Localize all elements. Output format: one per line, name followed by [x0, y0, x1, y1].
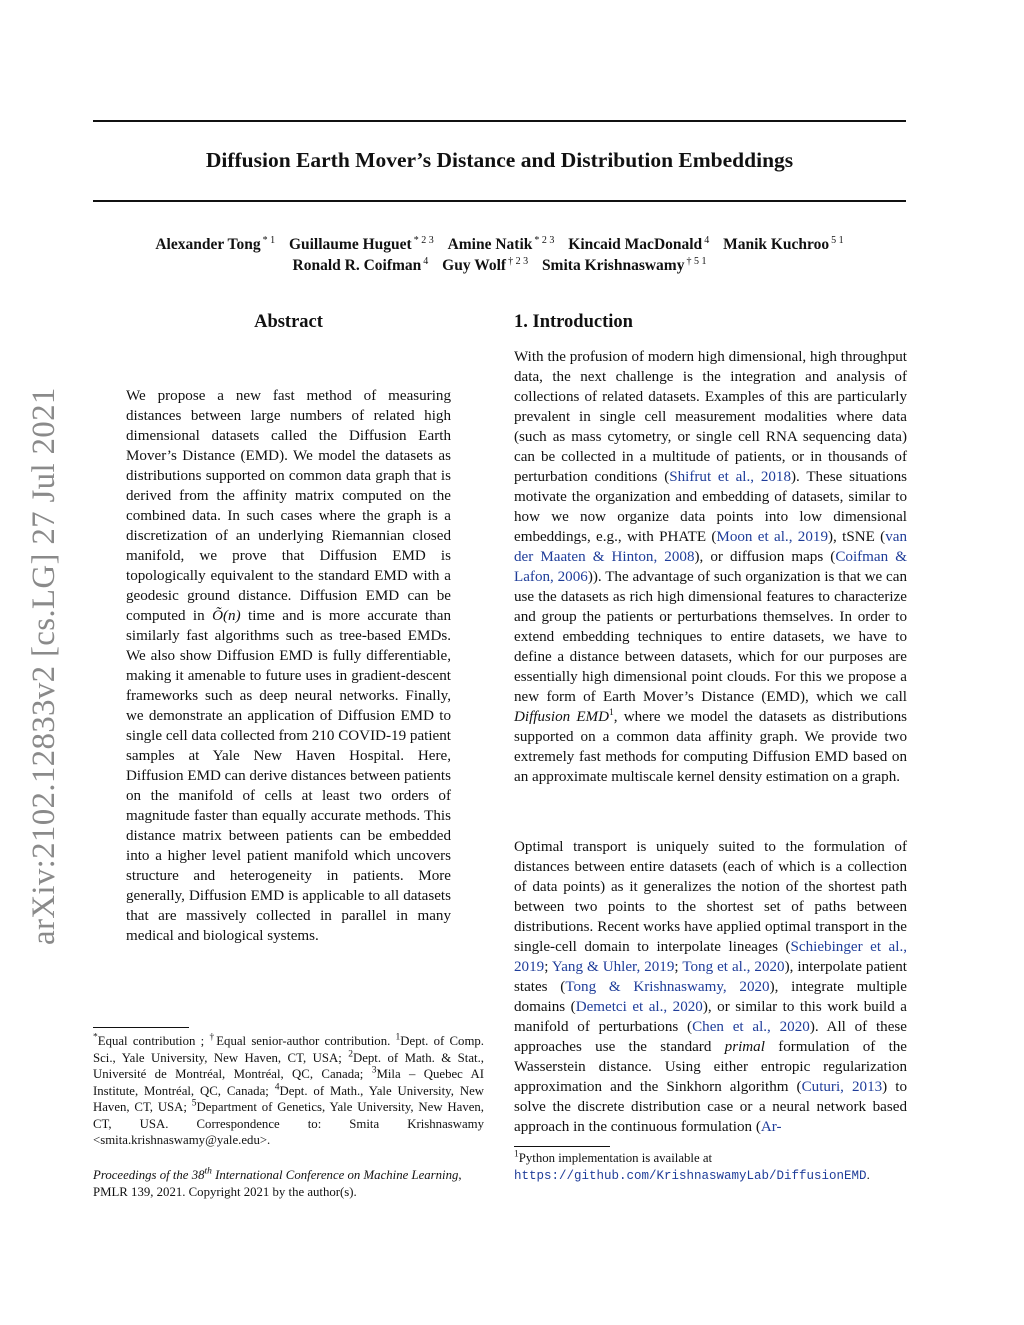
author-list-line-1: [93, 236, 906, 254]
citation-link[interactable]: Coifman & Lafon, 2006: [514, 549, 907, 585]
code-availability-footnote: $^1$Python implementation is available at https://github.com/KrishnaswamyLab/DiffusionEMD.: [514, 1149, 870, 1183]
affiliations-footnote: *Equal contribution ; †Equal senior-author contribution. $^1$Dept. of Comp. Sci., Yale University, New Haven, CT, USA; $^2$Dept. of Math. & Stat., Université de Montréal, Montréal, QC, Canada; $^3$Mila – Quebec AI Institute, Montréal, QC, Canada; $^4$Dept. of Math., Yale University, New Haven, CT, USA; $^5$Department of Genetics, Yale University, New Haven, CT, USA. Correspondence to: Smita Krishnaswamy <smita.krishnaswamy@yale.edu>.: [93, 1032, 485, 1147]
abstract-heading: Abstract: [254, 312, 323, 332]
citation-link[interactable]: van der Maaten & Hinton, 2008: [514, 529, 907, 565]
proceedings-notice: Proceedings of the 38th International Conference on Machine Learning, PMLR 139, 2021. Copyright 2021 by the author(s).: [93, 1166, 462, 1199]
footnote-divider: [93, 1027, 189, 1028]
title-top-rule: [93, 120, 906, 122]
big-o-notation: Õ(n): [212, 608, 241, 624]
abstract-text: We propose a new fast method of measuring distances between large numbers of related high dimensional datasets called the Diffusion Earth Mover’s Distance (EMD). We model the datasets as distributions supported on common data graph that is derived from the affinity matrix computed on the combined data. In such cases where the graph is a discretization of an underlying Riemannian closed manifold, we prove that Diffusion EMD is topologically equivalent to the standard EMD with a geodesic ground distance. Diffusion EMD can be computed in Õ(n) time and is more accurate than similarly fast algorithms such as tree-based EMDs. We also show Diffusion EMD is fully differentiable, making it amenable to future uses in gradient-descent frameworks such as deep neural networks. Finally, we demonstrate an application of Diffusion EMD to single cell data collected from 210 COVID-19 patient samples at Yale New Haven Hospital. Here, Diffusion EMD can derive distances between patients on the manifold of cells at least two orders of magnitude faster than equally accurate methods. This distance matrix between patients can be embedded into a higher level patient manifold which uncovers structure and heterogeneity in patients. More generally, Diffusion EMD is applicable to all datasets that are massively collected in parallel in many medical and biological systems.: [126, 388, 452, 944]
footnote-marker[interactable]: 1: [609, 707, 614, 718]
citation-link[interactable]: Yang & Uhler, 2019: [551, 959, 675, 975]
author: Manik Kuchroo $^{5 1}$: [723, 234, 844, 253]
author: Guy Wolf $^{\dagger 2 3}$: [442, 255, 529, 274]
paper-title: Diffusion Earth Mover’s Distance and Distribution Embeddings: [205, 148, 794, 172]
emphasis-term: Diffusion EMD: [514, 709, 610, 725]
citation-link[interactable]: Shifrut et al., 2018: [669, 469, 792, 485]
introduction-paragraph-1: With the profusion of modern high dimensional, high throughput data, the next challenge is the integration and analysis of collections of related datasets. Examples of this are particularly prevalent in single cell measurement modalities where data (such as mass cytometry, or single cell RNA sequencing data) can be collected in a multitude of patients, or in thousands of perturbation conditions (Shifrut et al., 2018). These situations motivate the organization and embedding of datasets, similar to how we now organize data points into low dimensional embeddings, e.g., with PHATE (Moon et al., 2019), tSNE (van der Maaten & Hinton, 2008), or diffusion maps (Coifman & Lafon, 2006)). The advantage of such organization is that we can use the datasets as rich high dimensional features to characterize and group the patients or perturbations themselves. In order to extend embedding techniques to entire datasets, we have to define a distance between datasets, which for our purposes are essentially high dimensional point clouds. For this we propose a new form of Earth Mover’s Distance (EMD), which we call Diffusion EMD$^1$, where we model the datasets as distributions supported on a common data affinity graph. We provide two extremely fast methods for computing Diffusion EMD based on an approximate multiscale kernel density estimation on a graph.: [514, 349, 908, 785]
author: Smita Krishnaswamy $^{\dagger 5 1}$: [541, 255, 707, 274]
footnote-divider: [514, 1146, 610, 1147]
introduction-paragraph-2: Optimal transport is uniquely suited to the formulation of distances between entire datasets (each of which is a collection of data points) as it generalizes the notion of the shortest path between two points to the shortest set of paths between distributions. Recent works have applied optimal transport in the single-cell domain to interpolate lineages (Schiebinger et al., 2019; Yang & Uhler, 2019; Tong et al., 2020), interpolate patient states (Tong & Krishnaswamy, 2020), integrate multiple domains (Demetci et al., 2020), or similar to this work build a manifold of perturbations (Chen et al., 2020). All of these approaches use the standard primal formulation of the Wasserstein distance. Using either entropic regularization approximation and the Sinkhorn algorithm (Cuturi, 2013) to solve the discrete distribution case or a neural network based approach in the continuous formulation (Ar-: [514, 839, 908, 1135]
author: Kincaid MacDonald $^4$: [568, 234, 710, 253]
citation-link[interactable]: Demetci et al., 2020: [575, 999, 703, 1015]
emphasis-term: primal: [724, 1039, 765, 1055]
author: Ronald R. Coifman $^4$: [292, 255, 429, 274]
citation-link[interactable]: Chen et al., 2020: [692, 1019, 810, 1035]
citation-link[interactable]: Ar-: [760, 1119, 782, 1135]
author: Guillaume Huguet $^{* 2 3}$: [288, 234, 434, 253]
introduction-heading: 1. Introduction: [514, 312, 633, 332]
citation-link[interactable]: Tong & Krishnaswamy, 2020: [565, 979, 770, 995]
citation-link[interactable]: Schiebinger et al., 2019: [514, 939, 907, 975]
author: Amine Natik $^{* 2 3}$: [447, 234, 555, 253]
citation-link[interactable]: Cuturi, 2013: [801, 1079, 883, 1095]
citation-link[interactable]: Moon et al., 2019: [716, 529, 828, 545]
author-list-line-2: [93, 257, 906, 275]
citation-link[interactable]: Tong et al., 2020: [682, 959, 785, 975]
arxiv-identifier-stamp: arXiv:2102.12833v2 [cs.LG] 27 Jul 2021: [26, 387, 62, 945]
author: Alexander Tong $^{* 1}$: [155, 234, 276, 253]
github-link[interactable]: https://github.com/KrishnaswamyLab/DiffusionEMD: [514, 1168, 867, 1183]
title-bottom-rule: [93, 200, 906, 202]
